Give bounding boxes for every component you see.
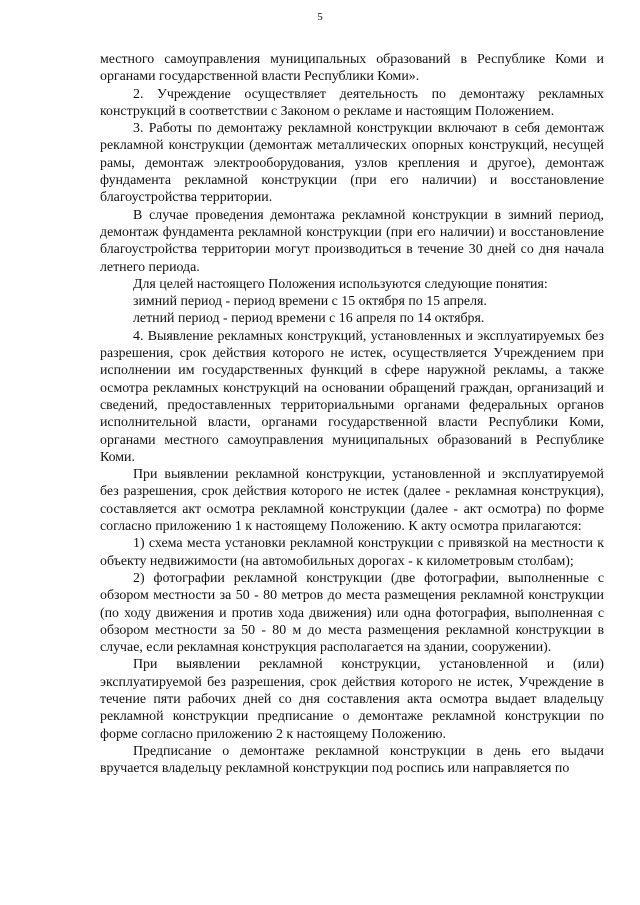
paragraph-continuation: местного самоуправления муниципальных образований в Республике Коми и органами государственной власти Республики Коми».	[100, 52, 604, 85]
paragraph-inspection-act: При выявлении рекламной конструкции, установленной и эксплуатируемой без разрешения, срок действия которого не истек (далее - рекламная конструкция), составляется акт осмотра рекламной конструкции (далее - акт осмотра) по форме согласно приложению 1 к настоящему Положению. К акту осмотра прилагаются:	[100, 467, 604, 535]
document-body	[100, 51, 604, 777]
definition-winter-period: зимний период - период времени с 15 октября по 15 апреля.	[133, 294, 487, 310]
paragraph-item-3: 3. Работы по демонтажу рекламной конструкции включают в себя демонтаж рекламной конструкции (демонтаж металлических опорных конструкций, несущей рамы, демонтаж электрооборудования, узлов крепления и другое), демонтаж фундамента рекламной конструкции (при его наличии) и восстановление благоустройства территории.	[100, 121, 604, 206]
paragraph-order-delivery: Предписание о демонтаже рекламной конструкции в день его выдачи вручается владельцу рекламной конструкции под роспись или направляется по	[100, 743, 604, 777]
paragraph-item-2: 2. Учреждение осуществляет деятельность по демонтажу рекламных конструкций в соответствии с Законом о рекламе и настоящим Положением.	[100, 86, 604, 119]
list-item-scheme: 1) схема места установки рекламной конструкции с привязкой на местности к объекту недвижимости (на автомобильных дорогах - к километровым столбам);	[100, 536, 604, 569]
paragraph-order-issue: При выявлении рекламной конструкции, установленной и (или) эксплуатируемой без разрешения, срок действия которого не истек, Учреждение в течение пяти рабочих дней со дня составления акта осмотра выдает владельцу рекламной конструкции предписание о демонтаже рекламной конструкции по форме согласно приложению 2 к настоящему Положению.	[100, 657, 604, 742]
paragraph-item-4: 4. Выявление рекламных конструкций, установленных и эксплуатируемых без разрешения, срок действия которого не истек, осуществляется Учреждением при исполнении им государственных функций в сфере наружной рекламы, а также осмотра рекламных конструкций на основании обращений граждан, организаций и сведений, предоставленных территориальными органами федеральных органов исполнительной власти, органами государственной власти Республики Коми, органами местного самоуправления муниципальных образований в Республике Коми.	[100, 328, 604, 465]
definition-summer-period: летний период - период времени с 16 апреля по 14 октября.	[133, 311, 485, 327]
page-number: 5	[317, 11, 323, 23]
paragraph-winter-dismantling: В случае проведения демонтажа рекламной конструкции в зимний период, демонтаж фундамента рекламной конструкции (при его наличии) и восстановление благоустройства территории могут производиться в течение 30 дней со дня начала летнего периода.	[100, 207, 604, 275]
paragraph-definitions-intro: Для целей настоящего Положения используются следующие понятия:	[133, 276, 548, 292]
list-item-photos: 2) фотографии рекламной конструкции (две фотографии, выполненные с обзором местности за 50 - 80 метров до места размещения рекламной конструкции (по ходу движения и против хода движения) или одна фотография, выполненная с обзором местности за 50 - 80 м до места размещения рекламной конструкции в случае, если рекламная конструкция располагается на здании, сооружении).	[100, 570, 604, 656]
